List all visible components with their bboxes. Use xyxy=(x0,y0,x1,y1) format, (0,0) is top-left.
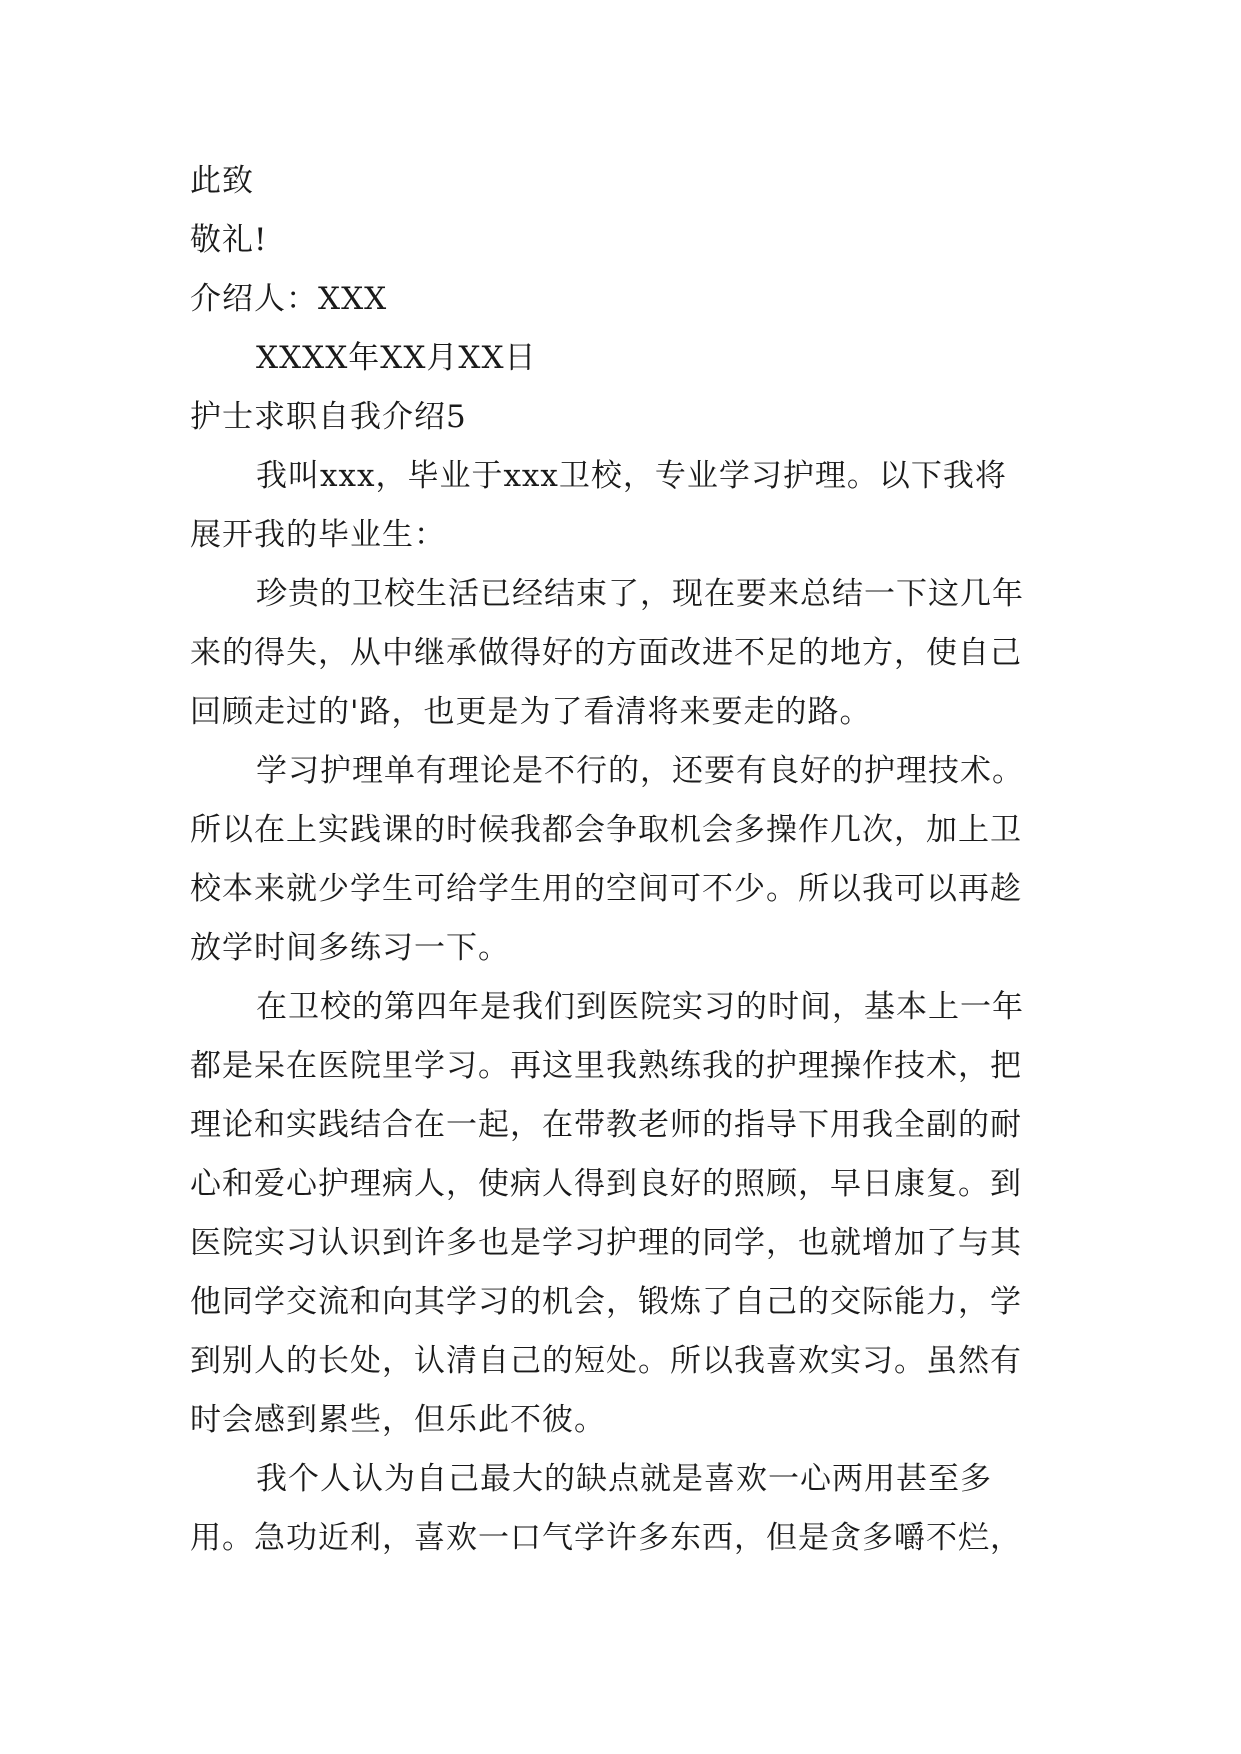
paragraph-line: 用。急功近利，喜欢一口气学许多东西，但是贪多嚼不烂， xyxy=(190,1520,1022,1556)
paragraph-line: 到别人的长处，认清自己的短处。所以我喜欢实习。虽然有 xyxy=(190,1343,1022,1379)
paragraph-line: 时会感到累些，但乐此不彼。 xyxy=(190,1402,606,1438)
paragraph-line: 心和爱心护理病人，使病人得到良好的照顾，早日康复。到 xyxy=(190,1166,1022,1202)
paragraph-line: 都是呆在医院里学习。再这里我熟练我的护理操作技术，把 xyxy=(190,1048,1022,1084)
paragraph-line: 放学时间多练习一下。 xyxy=(190,930,510,966)
date-line: XXXX年XX月XX日 xyxy=(256,340,537,376)
paragraph-line: 所以在上实践课的时候我都会争取机会多操作几次，加上卫 xyxy=(190,812,1022,848)
paragraph-line: 回顾走过的'路，也更是为了看清将来要走的路。 xyxy=(190,694,872,730)
paragraph-5 xyxy=(190,1450,1060,1568)
closing-regards: 敬礼! xyxy=(190,222,268,258)
introducer-line: 介绍人：XXX xyxy=(190,281,388,317)
paragraph-line: 来的得失，从中继承做得好的方面改进不足的地方，使自己 xyxy=(190,635,1022,671)
paragraph-2 xyxy=(190,565,1060,742)
paragraph-line: 我叫xxx，毕业于xxx卫校，专业学习护理。以下我将 xyxy=(256,458,1007,494)
paragraph-line: 在卫校的第四年是我们到医院实习的时间，基本上一年 xyxy=(256,989,1024,1025)
paragraph-line: 他同学交流和向其学习的机会，锻炼了自己的交际能力，学 xyxy=(190,1284,1022,1320)
paragraph-line: 我个人认为自己最大的缺点就是喜欢一心两用甚至多 xyxy=(256,1461,992,1497)
section-title: 护士求职自我介绍5 xyxy=(190,399,467,435)
paragraph-line: 展开我的毕业生： xyxy=(190,517,446,553)
paragraph-line: 校本来就少学生可给学生用的空间可不少。所以我可以再趁 xyxy=(190,871,1022,907)
paragraph-line: 学习护理单有理论是不行的，还要有良好的护理技术。 xyxy=(256,753,1024,789)
document-body xyxy=(190,152,1060,1568)
paragraph-line: 医院实习认识到许多也是学习护理的同学，也就增加了与其 xyxy=(190,1225,1022,1261)
paragraph-4 xyxy=(190,978,1060,1450)
paragraph-1 xyxy=(190,447,1060,565)
paragraph-line: 珍贵的卫校生活已经结束了，现在要来总结一下这几年 xyxy=(256,576,1024,612)
closing-salutation: 此致 xyxy=(190,163,254,199)
paragraph-line: 理论和实践结合在一起，在带教老师的指导下用我全副的耐 xyxy=(190,1107,1022,1143)
paragraph-3 xyxy=(190,742,1060,978)
